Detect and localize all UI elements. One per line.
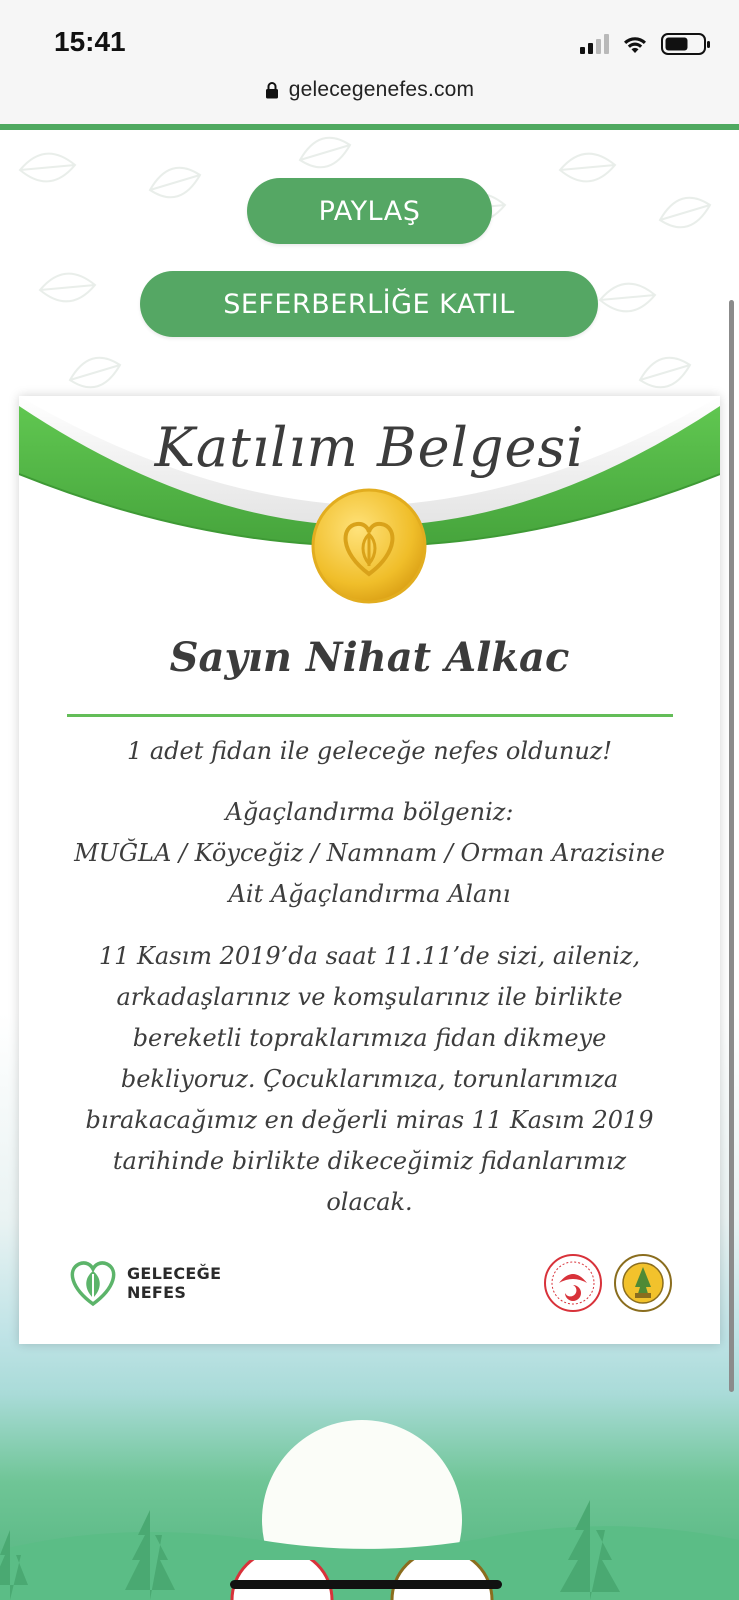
url-text: gelecegenefes.com (288, 78, 475, 101)
ogm-seal-icon (613, 1253, 673, 1313)
lock-icon (265, 81, 279, 99)
url-wrap (265, 78, 475, 102)
ministry-seal-icon (543, 1253, 603, 1313)
share-button[interactable]: PAYLAŞ (247, 178, 492, 244)
wifi-icon (621, 33, 649, 55)
status-time: 15:41 (54, 26, 126, 57)
sapling-line: 1 adet fidan ile geleceğe nefes oldunuz! (126, 737, 613, 765)
region-line-1: MUĞLA / Köyceğiz / Namnam / Orman Arazisine (74, 839, 665, 867)
home-indicator[interactable] (230, 1580, 502, 1589)
medal-heart-leaf-icon (309, 486, 429, 606)
divider (67, 714, 673, 717)
battery-icon (661, 32, 711, 56)
heart-leaf-logo-icon (65, 1258, 121, 1308)
logo-text (127, 1264, 221, 1302)
invitation-paragraph: 11 Kasım 2019’da saat 11.11’de sizi, aileniz, arkadaşlarınız ve komşularınız ile birlikte bereketli topraklarımıza fidan dikmeye bekliyoruz. Çocuklarımıza, torunlarımıza bırakacağımız en değerli miras 11 Kasım 2019 tarihinde birlikte dikeceğimiz fidanlarımız olacak. (85, 942, 654, 1216)
logo-line-1: GELECEĞE (127, 1264, 222, 1283)
certificate-title: Katılım Belgesi (154, 416, 585, 479)
gelecege-nefes-logo (65, 1258, 221, 1308)
logo-line-2: NEFES (127, 1283, 187, 1302)
scrollbar[interactable] (729, 300, 734, 1392)
certificate-card (19, 396, 720, 1344)
join-campaign-button[interactable]: SEFERBERLİĞE KATIL (140, 271, 598, 337)
region-label: Ağaçlandırma bölgeniz: (225, 798, 514, 826)
signal-icon (580, 34, 609, 54)
address-bar[interactable] (0, 72, 739, 124)
recipient-name: Sayın Nihat Alkac (169, 634, 570, 681)
status-bar (0, 0, 739, 72)
status-icons (580, 32, 711, 56)
region-line-2: Ait Ağaçlandırma Alanı (228, 880, 511, 908)
